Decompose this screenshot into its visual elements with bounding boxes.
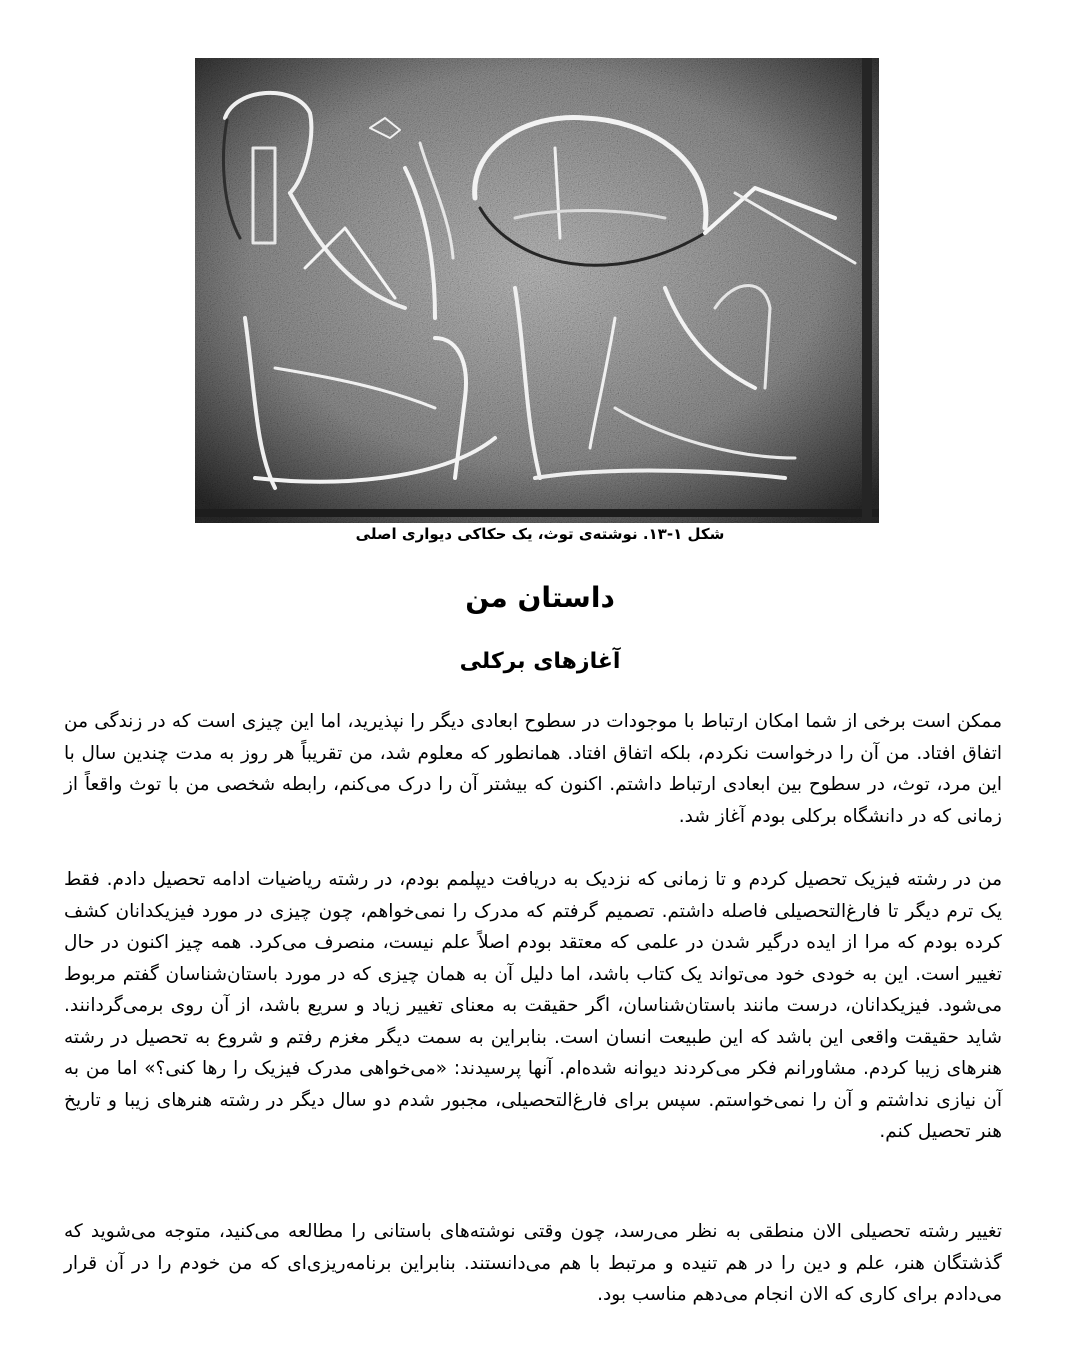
chapter-title: داستان من bbox=[465, 581, 615, 614]
figure-image-thoth-relief bbox=[195, 58, 879, 523]
relief-carving-image bbox=[195, 58, 879, 523]
figure-caption: شکل ۱-۱۳. نوشته‌ی توث، یک حکاکی دیواری اصلی bbox=[355, 525, 725, 543]
paragraph-physics-to-art: من در رشته فیزیک تحصیل کردم و تا زمانی که نزدیک به دریافت دیپلمم بودم، در رشته ریاضیات ادامه تحصیل دادم. فقط یک ترم دیگر تا فارغ‌التحصیلی فاصله داشتم. تصمیم گرفتم که مدرک را نمی‌خواهم، چون چیزی در مورد فیزیکدانان کشف کرده بودم که مرا از ایده درگیر شدن در علمی که معتقد بودم اصلاً علم نیست، منصرف می‌کرد. همه چیز اکنون در حال تغییر است. این به خودی خود می‌تواند یک کتاب باشد، اما دلیل آن به همان چیزی که در مورد باستان‌شناسان گفتم مربوط می‌شود. فیزیکدانان، درست مانند باستان‌شناسان، اگر حقیقت به معنای تغییر زیاد و سریع باشد، از آن روی برمی‌گردانند. شاید حقیقت واقعی این باشد که این طبیعت انسان است. بنابراین به سمت دیگر مغزم رفتم و شروع به تحصیل در رشته هنرهای زیبا کردم. مشاورانم فکر می‌کردند دیوانه شده‌ام. آنها پرسیدند: «می‌خواهی مدرک فیزیک را رها کنی؟» اما من به آن نیازی نداشتم و آن را نمی‌خواستم. سپس برای فارغ‌التحصیلی، مجبور شدم دو سال دیگر در رشته هنرهای زیبا و تاریخ هنر تحصیل کنم. bbox=[64, 869, 1002, 1142]
section-subtitle: آغازهای برکلی bbox=[459, 649, 621, 674]
paragraph-field-change: تغییر رشته تحصیلی الان منطقی به نظر می‌رسد، چون وقتی نوشته‌های باستانی را مطالعه می‌کنید، متوجه می‌شوید که گذشتگان هنر، علم و دین را در هم تنیده و مرتبط با هم می‌دانستند. بنابراین برنامه‌ریزی‌ای که من خودم را در آن قرار می‌دادم برای کاری که الان انجام می‌دهم مناسب بود. bbox=[64, 1221, 1002, 1305]
paragraph-intro: ممکن است برخی از شما امکان ارتباط با موجودات در سطوح ابعادی دیگر را نپذیرید، اما این چیزی است که در زندگی من اتفاق افتاد. من آن را درخواست نکردم، بلکه اتفاق افتاد. همانطور که معلوم شد، من تقریباً هر روز به مدت چندین سال با این مرد، توث، در سطوح بین ابعادی ارتباط داشتم. اکنون که بیشتر آن را درک می‌کنم، رابطه شخصی من با توث واقعاً از زمانی که در دانشگاه برکلی بودم آغاز شد. bbox=[64, 711, 1002, 827]
